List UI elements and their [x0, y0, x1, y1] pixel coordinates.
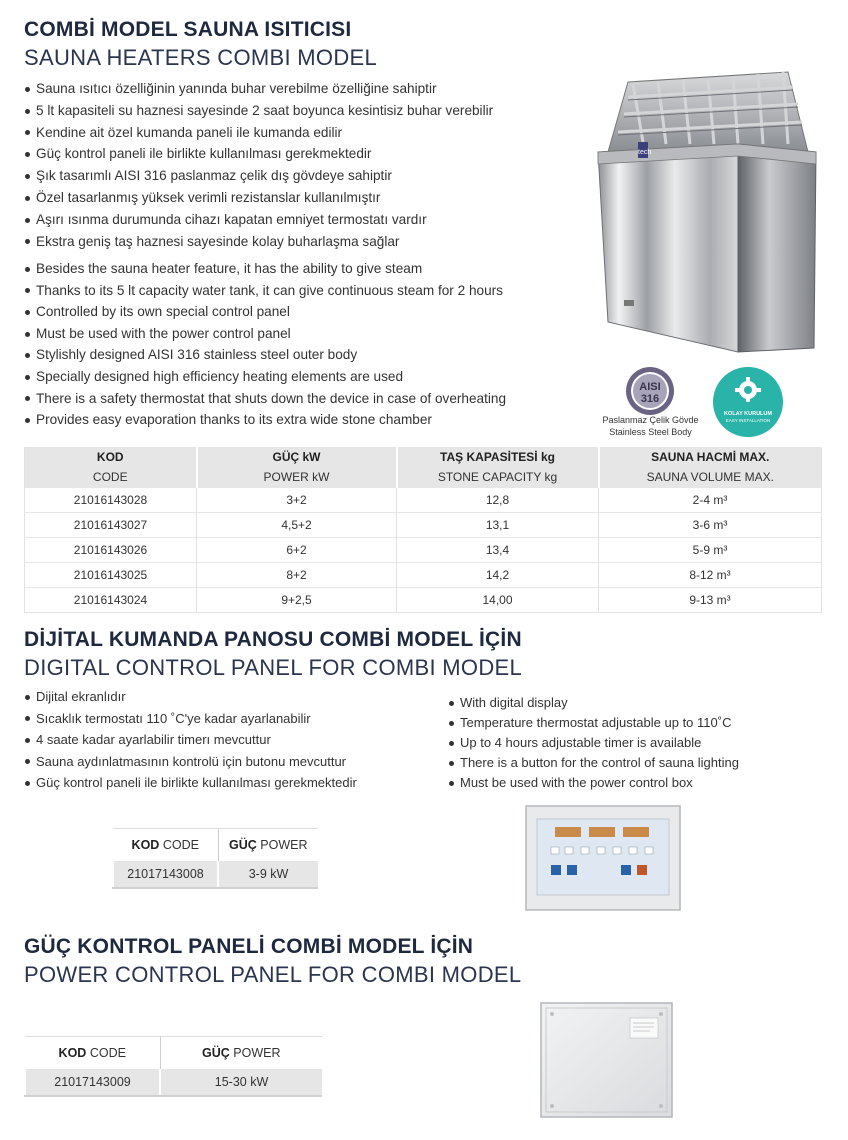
table-cell: 9-13 m³ [599, 588, 822, 613]
aisi-badge-caption [593, 414, 708, 438]
table-header: STONE CAPACITY kg [397, 467, 599, 488]
table-row [113, 861, 318, 888]
table-cell: 3+2 [197, 488, 397, 513]
table-header: SAUNA VOLUME MAX. [599, 467, 822, 488]
list-item: Sauna aydınlatmasının kontrolü için butonu mevcuttur [24, 751, 357, 773]
table-header: KOD CODE [113, 829, 218, 862]
digital-panel-table [112, 828, 318, 889]
list-item: Up to 4 hours adjustable timer is available [448, 733, 739, 753]
digital-control-panel-image [525, 805, 681, 911]
table-cell: 21016143027 [25, 513, 197, 538]
table-header: GÜÇ POWER [218, 829, 318, 862]
list-item: 5 lt kapasiteli su haznesi sayesinde 2 saat boyunca kesintisiz buhar verebilir [24, 100, 493, 122]
list-item: Controlled by its own special control panel [24, 301, 506, 323]
table-cell: 12,8 [397, 488, 599, 513]
table-row [25, 563, 822, 588]
aisi-caption-en: Stainless Steel Body [609, 427, 692, 437]
list-item: Provides easy evaporation thanks to its extra wide stone chamber [24, 409, 506, 431]
heater-title-tr: COMBİ MODEL SAUNA ISITICISI [24, 18, 352, 41]
table-cell: 13,4 [397, 538, 599, 563]
table-header-row [25, 467, 822, 488]
list-item: Kendine ait özel kumanda paneli ile kumanda edilir [24, 122, 493, 144]
easy-installation-badge-icon [712, 366, 784, 438]
table-cell: 14,00 [397, 588, 599, 613]
list-item: Güç kontrol paneli ile birlikte kullanılması gerekmektedir [24, 143, 493, 165]
list-item: Sıcaklık termostatı 110 ˚C'ye kadar ayarlanabilir [24, 708, 357, 730]
list-item: Özel tasarlanmış yüksek verimli rezistanslar kullanılmıştır [24, 187, 493, 209]
list-item: Güç kontrol paneli ile birlikte kullanılması gerekmektedir [24, 772, 357, 794]
table-header-row [113, 829, 318, 862]
heater-features-tr [24, 78, 493, 252]
tech-logo: tech [638, 149, 652, 156]
install-badge-line1: KOLAY KURULUM [724, 411, 772, 417]
sauna-heater-image [588, 52, 830, 362]
table-cell: 21017143009 [25, 1069, 160, 1096]
list-item: Dijital ekranlıdır [24, 686, 357, 708]
table-cell: 4,5+2 [197, 513, 397, 538]
list-item: Temperature thermostat adjustable up to 110˚C [448, 713, 739, 733]
list-item: 4 saate kadar ayarlabilir timerı mevcuttur [24, 729, 357, 751]
table-header: TAŞ KAPASİTESİ kg [397, 447, 599, 467]
table-header-row [25, 1037, 322, 1070]
power-panel-table [24, 1036, 322, 1097]
list-item: Specially designed high efficiency heating elements are used [24, 366, 506, 388]
list-item: Must be used with the power control panel [24, 323, 506, 345]
table-cell: 6+2 [197, 538, 397, 563]
table-cell: 3-6 m³ [599, 513, 822, 538]
list-item: Thanks to its 5 lt capacity water tank, it can give continuous steam for 2 hours [24, 280, 506, 302]
list-item: There is a button for the control of sauna lighting [448, 753, 739, 773]
table-header: POWER kW [197, 467, 397, 488]
table-row [25, 513, 822, 538]
table-cell: 13,1 [397, 513, 599, 538]
table-cell: 8+2 [197, 563, 397, 588]
list-item: There is a safety thermostat that shuts down the device in case of overheating [24, 388, 506, 410]
table-header: CODE [25, 467, 197, 488]
list-item: With digital display [448, 693, 739, 713]
list-item: Ekstra geniş taş haznesi sayesinde kolay buharlaşma sağlar [24, 231, 493, 253]
list-item: Must be used with the power control box [448, 773, 739, 793]
digital-panel-features-en [448, 693, 739, 793]
table-cell: 9+2,5 [197, 588, 397, 613]
table-cell: 15-30 kW [160, 1069, 322, 1096]
aisi-caption-tr: Paslanmaz Çelik Gövde [602, 415, 699, 425]
aisi-badge-line2: 316 [640, 393, 660, 405]
table-cell: 21016143024 [25, 588, 197, 613]
digital-panel-title-tr: DİJİTAL KUMANDA PANOSU COMBİ MODEL İÇİN [24, 628, 522, 651]
list-item: Sauna ısıtıcı özelliğinin yanında buhar verebilme özelliğine sahiptir [24, 78, 493, 100]
power-control-panel-image [540, 1002, 673, 1118]
table-header: KOD [25, 447, 197, 467]
heater-spec-table [24, 447, 822, 613]
table-cell: 8-12 m³ [599, 563, 822, 588]
table-header: GÜÇ kW [197, 447, 397, 467]
table-cell: 21016143025 [25, 563, 197, 588]
aisi-316-badge-icon [625, 366, 675, 416]
table-cell: 21016143026 [25, 538, 197, 563]
aisi-badge-line1: AISI [639, 381, 661, 393]
power-panel-title-en: POWER CONTROL PANEL FOR COMBI MODEL [24, 962, 522, 987]
digital-panel-features-tr [24, 686, 357, 794]
list-item: Besides the sauna heater feature, it has the ability to give steam [24, 258, 506, 280]
list-item: Stylishly designed AISI 316 stainless steel outer body [24, 344, 506, 366]
table-header-row [25, 447, 822, 467]
table-cell: 3-9 kW [218, 861, 318, 888]
table-row [25, 538, 822, 563]
table-header: GÜÇ POWER [160, 1037, 322, 1070]
table-cell: 5-9 m³ [599, 538, 822, 563]
heater-title-en: SAUNA HEATERS COMBI MODEL [24, 45, 378, 70]
table-header: SAUNA HACMİ MAX. [599, 447, 822, 467]
list-item: Şık tasarımlı AISI 316 paslanmaz çelik dış gövdeye sahiptir [24, 165, 493, 187]
table-cell: 2-4 m³ [599, 488, 822, 513]
table-header: KOD CODE [25, 1037, 160, 1070]
install-badge-line2: EASY INSTALLATION [725, 418, 771, 423]
table-cell: 14,2 [397, 563, 599, 588]
table-row [25, 488, 822, 513]
power-panel-title-tr: GÜÇ KONTROL PANELİ COMBİ MODEL İÇİN [24, 935, 474, 958]
table-cell: 21016143028 [25, 488, 197, 513]
list-item: Aşırı ısınma durumunda cihazı kapatan emniyet termostatı vardır [24, 209, 493, 231]
table-cell: 21017143008 [113, 861, 218, 888]
table-row [25, 1069, 322, 1096]
heater-features-en [24, 258, 506, 431]
table-row [25, 588, 822, 613]
digital-panel-title-en: DIGITAL CONTROL PANEL FOR COMBI MODEL [24, 655, 523, 680]
